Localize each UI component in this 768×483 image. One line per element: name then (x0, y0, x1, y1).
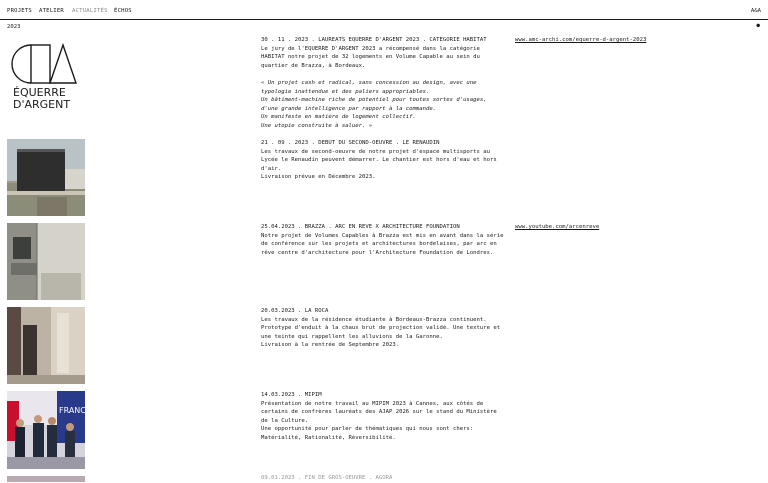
entry-line: Les travaux de second-oeuvre de notre projet d'espace multisports au (261, 148, 491, 155)
photo-la-roca (7, 307, 85, 384)
entry-link[interactable]: www.youtube.com/arcenreve (515, 224, 600, 230)
nav-actualites[interactable]: ACTUALITÉS (72, 8, 108, 14)
entry-text (261, 139, 506, 182)
entry-line: Présentation de notre travail au MIPIM 2023 à Cannes, aux côtés de (261, 400, 484, 407)
entry-quote: Une utopie construite à saluer. » (261, 122, 373, 129)
photo-sign-text: FRANCE (59, 406, 91, 415)
photo-brazza-image (7, 223, 85, 300)
entry-line: Les travaux de la résidence étudiante à Bordeaux-Brazza continuent. (261, 316, 487, 323)
nav-echos[interactable]: ÉCHOS (114, 8, 132, 14)
top-navigation (0, 0, 768, 20)
entry-title: 09.01.2023 . FIN DE GROS-OEUVRE . AGORA (261, 475, 393, 481)
entry-line: Prototype d'enduit à la chaux brut de projection validé. Une texture et (261, 325, 501, 332)
entry-line: Le jury de l'EQUERRE D'ARGENT 2023 a récompensé dans la catégorie (261, 45, 480, 52)
photo-agora (7, 476, 85, 482)
entry-quote: « Un projet cash et radical, sans concession au design, avec une (261, 79, 477, 86)
photo-mipim-image (7, 391, 91, 469)
entry-line: de conférence sur les projets et architectures bordelaises, par arc en (261, 241, 497, 248)
entry-line: une teinte qui rappellent les alluvions de la Garonne. (261, 333, 443, 340)
photo-renaudin-image (7, 139, 85, 216)
entry-text (261, 474, 506, 483)
entry-line: certains de confrères lauréats des AJAP 2026 sur le stand du Ministère (261, 409, 497, 416)
logo-line-1: ÉQUERRE (13, 86, 66, 99)
entry-line: Matérialité, Rationalité, Réversibilité. (261, 434, 396, 441)
entry-line: Livraison prévue en Décembre 2023. (261, 174, 376, 181)
nav-projets[interactable]: PROJETS (7, 8, 32, 14)
logo-line-2: D'ARGENT (13, 98, 71, 111)
equerre-logo (7, 40, 85, 112)
entry-line: d'air. (261, 165, 282, 172)
year-bar (0, 21, 768, 31)
entry-title: 25.04.2023 . BRAZZA . ARC EN REVE X ARCHITECTURE FOUNDATION (261, 224, 460, 230)
entry-quote: Un manifeste en matière de logement collectif. (261, 114, 416, 121)
entry-quote: Un bâtiment-machine riche de potentiel pour toutes sortes d'usages, (261, 97, 487, 104)
entry-title: 20.03.2023 . LA ROCA (261, 308, 329, 314)
entry-text (261, 307, 506, 350)
entry-title: 21 . 09 . 2023 . DEBUT DU SECOND-OEUVRE . LE RENAUDIN (261, 140, 440, 146)
entry-line: rêve centre d'architecture pour l'Architecture Foundation de Londres. (261, 249, 494, 256)
nav-atelier[interactable]: ATELIER (39, 8, 64, 14)
entry-line: Lycée le Renaudin peuvent démarrer. Le chantier est hors d'eau et hors (261, 157, 497, 164)
photo-mipim (7, 391, 91, 469)
entry-quote: typologie inattendue et des paliers appropriables. (261, 88, 430, 95)
toggle-dot-icon[interactable]: ● (756, 22, 760, 29)
entry-text (261, 391, 506, 443)
entry-link[interactable]: www.amc-archi.com/equerre-d-argent-2023 (515, 37, 647, 43)
entry-quote: d'une grande intelligence par rapport à la commande. (261, 105, 437, 112)
entry-text (261, 36, 506, 131)
equerre-logo-icon (7, 40, 85, 112)
entry-line: quartier de Brazza, à Bordeaux. (261, 62, 366, 69)
photo-brazza (7, 223, 85, 300)
photo-renaudin (7, 139, 85, 216)
entry-text (261, 223, 506, 257)
entry-line: Notre projet de Volumes Capables à Brazza est mis en avant dans la série (261, 232, 504, 239)
photo-la-roca-image (7, 307, 85, 384)
entry-line: Livraison à la rentrée de Septembre 2023. (261, 342, 400, 349)
entry-title: 30 . 11 . 2023 . LAUREATS EQUERRE D'ARGENT 2023 . CATEGORIE HABITAT (261, 37, 487, 43)
brand-logo[interactable]: A&A (750, 8, 761, 14)
entry-line: Une opportunité pour parler de thématiques qui nous sont chers: (261, 426, 474, 433)
entry-line: HABITAT notre projet de 32 logements en Volume Capable au sein du (261, 54, 480, 61)
entry-line: de la Culture. (261, 417, 309, 424)
entry-title: 14.03.2023 . MIPIM (261, 392, 322, 398)
year-label: 2023 (7, 24, 21, 30)
